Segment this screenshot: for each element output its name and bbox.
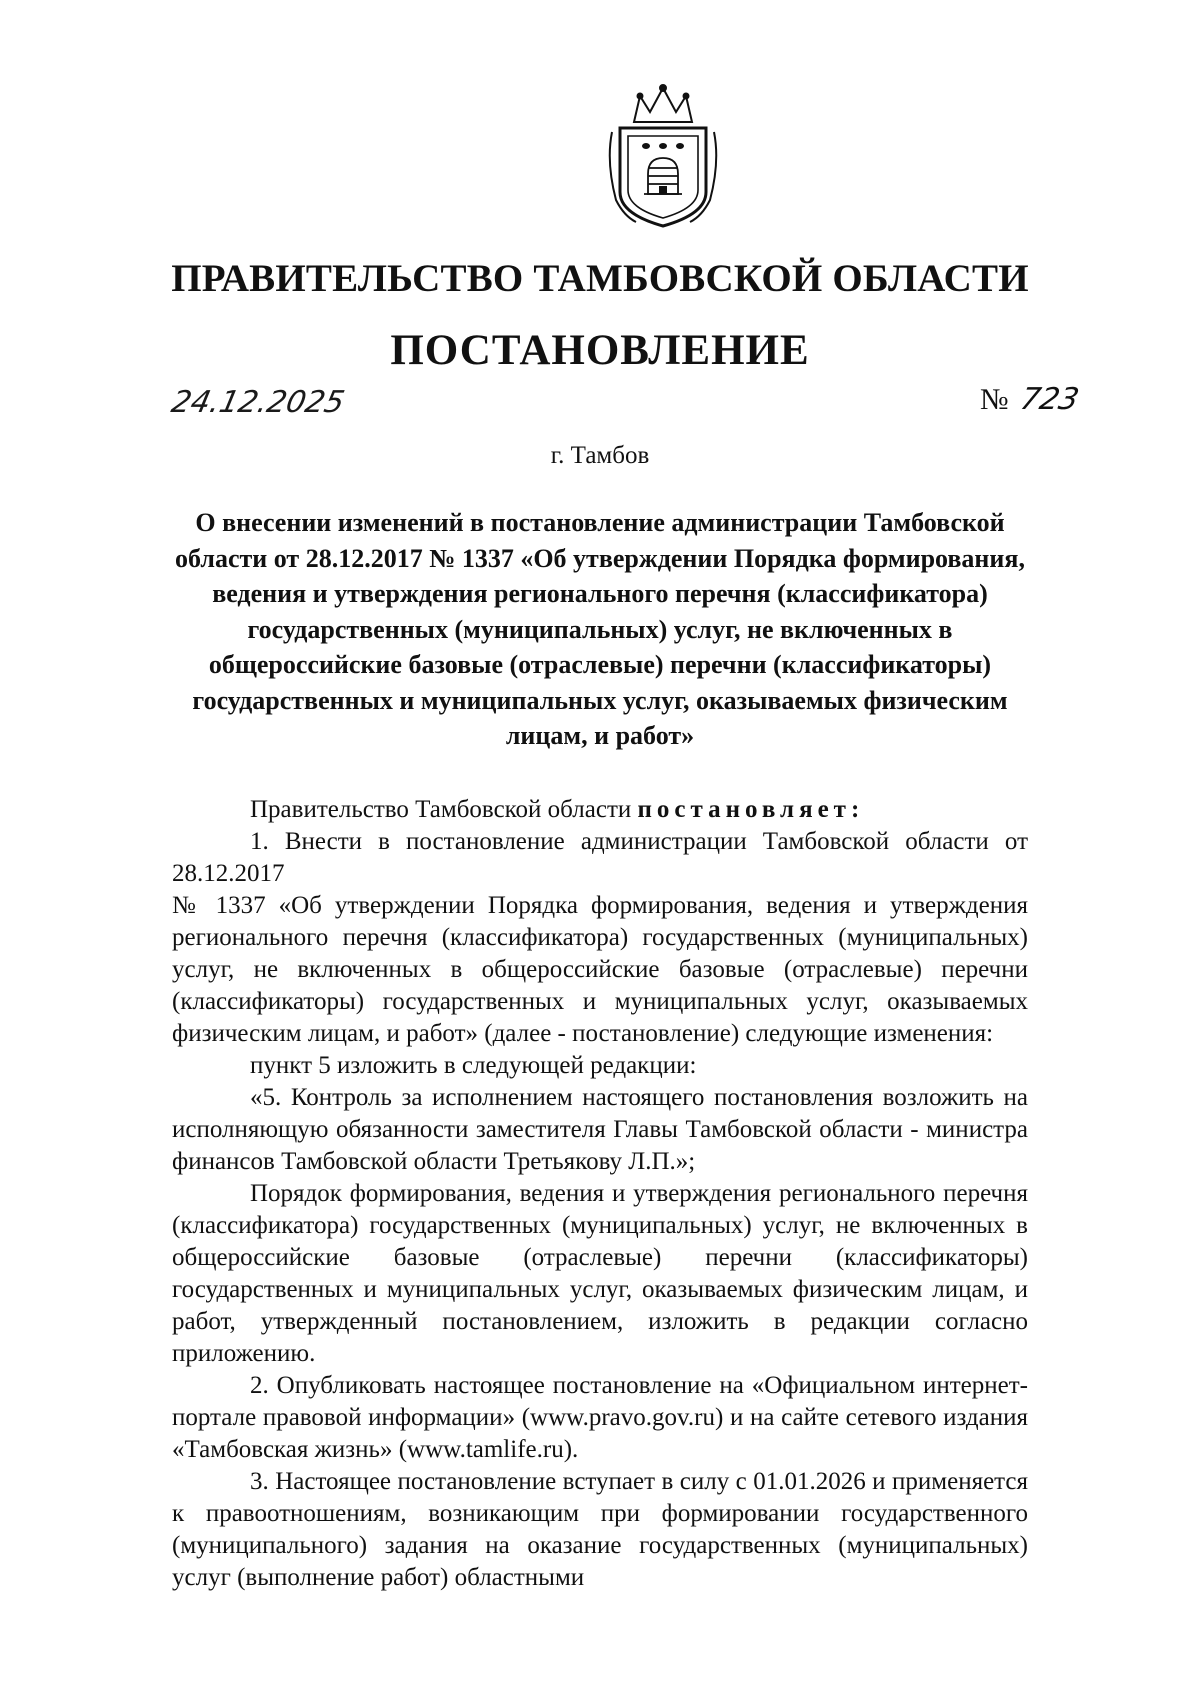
- handwritten-number: 723: [1016, 382, 1082, 417]
- subject-line: общероссийские базовые (отраслевые) перечни (классификаторы): [208, 650, 992, 679]
- number-sign: №: [980, 383, 1009, 416]
- document-number: [980, 382, 1082, 417]
- paragraph-1-continuation: № 1337 «Об утверждении Порядка формирования, ведения и утверждения регионального перечня (классификатора) государственных (муниципальных) услуг, не включенных в общероссийские базовые (отраслевые) перечни (классификаторы) государственных и муниципальных услуг, оказываемых физическим лицам, и работ» (далее - постановление) следующие изменения:: [172, 892, 1028, 1047]
- paragraph-1-item: пункт 5 изложить в следующей редакции:: [250, 1052, 697, 1079]
- preamble-verb: постановляет:: [637, 796, 865, 823]
- paragraph-2: 2. Опубликовать настоящее постановление на «Официальном интернет-портале правовой информации» (www.pravo.gov.ru) и на сайте сетевого издания «Тамбовская жизнь» (www.tamlife.ru).: [172, 1372, 1028, 1463]
- paragraph-1-intro: 1. Внести в постановление администрации Тамбовской области от 28.12.2017: [172, 828, 1028, 887]
- handwritten-date: 24.12.2025: [168, 385, 348, 420]
- paragraph-3: 3. Настоящее постановление вступает в силу с 01.01.2026 и применяется к правоотношениям, возникающим при формировании государственного (муниципального) задания на оказание государственных (муниципальных) услуг (выполнение работ) областными: [172, 1468, 1028, 1591]
- paragraph-1-quote: «5. Контроль за исполнением настоящего постановления возложить на исполняющую обязанности заместителя Главы Тамбовской области - министра финансов Тамбовской области Третьякову Л.П.»;: [172, 1084, 1028, 1175]
- preamble-paragraph: [172, 794, 1028, 826]
- document-type-title: ПОСТАНОВЛЕНИЕ: [390, 327, 810, 374]
- government-title: ПРАВИТЕЛЬСТВО ТАМБОВСКОЙ ОБЛАСТИ: [171, 257, 1029, 300]
- document-body: [172, 794, 1028, 1594]
- paragraph-1-order: Порядок формирования, ведения и утверждения регионального перечня (классификатора) государственных (муниципальных) услуг, не включенных в общероссийские базовые (отраслевые) перечни (классификаторы) государственных и муниципальных услуг, оказываемых физическим лицам, и работ, утвержденный постановлением, изложить в редакции согласно приложению.: [172, 1180, 1028, 1367]
- tambov-coat-of-arms-icon: [606, 82, 720, 230]
- document-subject: [170, 505, 1030, 754]
- preamble-text: Правительство Тамбовской области: [250, 796, 632, 823]
- subject-line: области от 28.12.2017 № 1337 «Об утверждении Порядка формирования,: [175, 543, 1025, 573]
- subject-line: лицам, и работ»: [505, 721, 695, 750]
- subject-line: О внесении изменений в постановление администрации Тамбовской: [195, 508, 1005, 537]
- subject-line: государственных (муниципальных) услуг, не включенных в: [247, 614, 953, 644]
- city-label: г. Тамбов: [550, 442, 650, 469]
- subject-line: государственных и муниципальных услуг, оказываемых физическим: [192, 685, 1008, 715]
- subject-line: ведения и утверждения регионального перечня (классификатора): [212, 579, 988, 608]
